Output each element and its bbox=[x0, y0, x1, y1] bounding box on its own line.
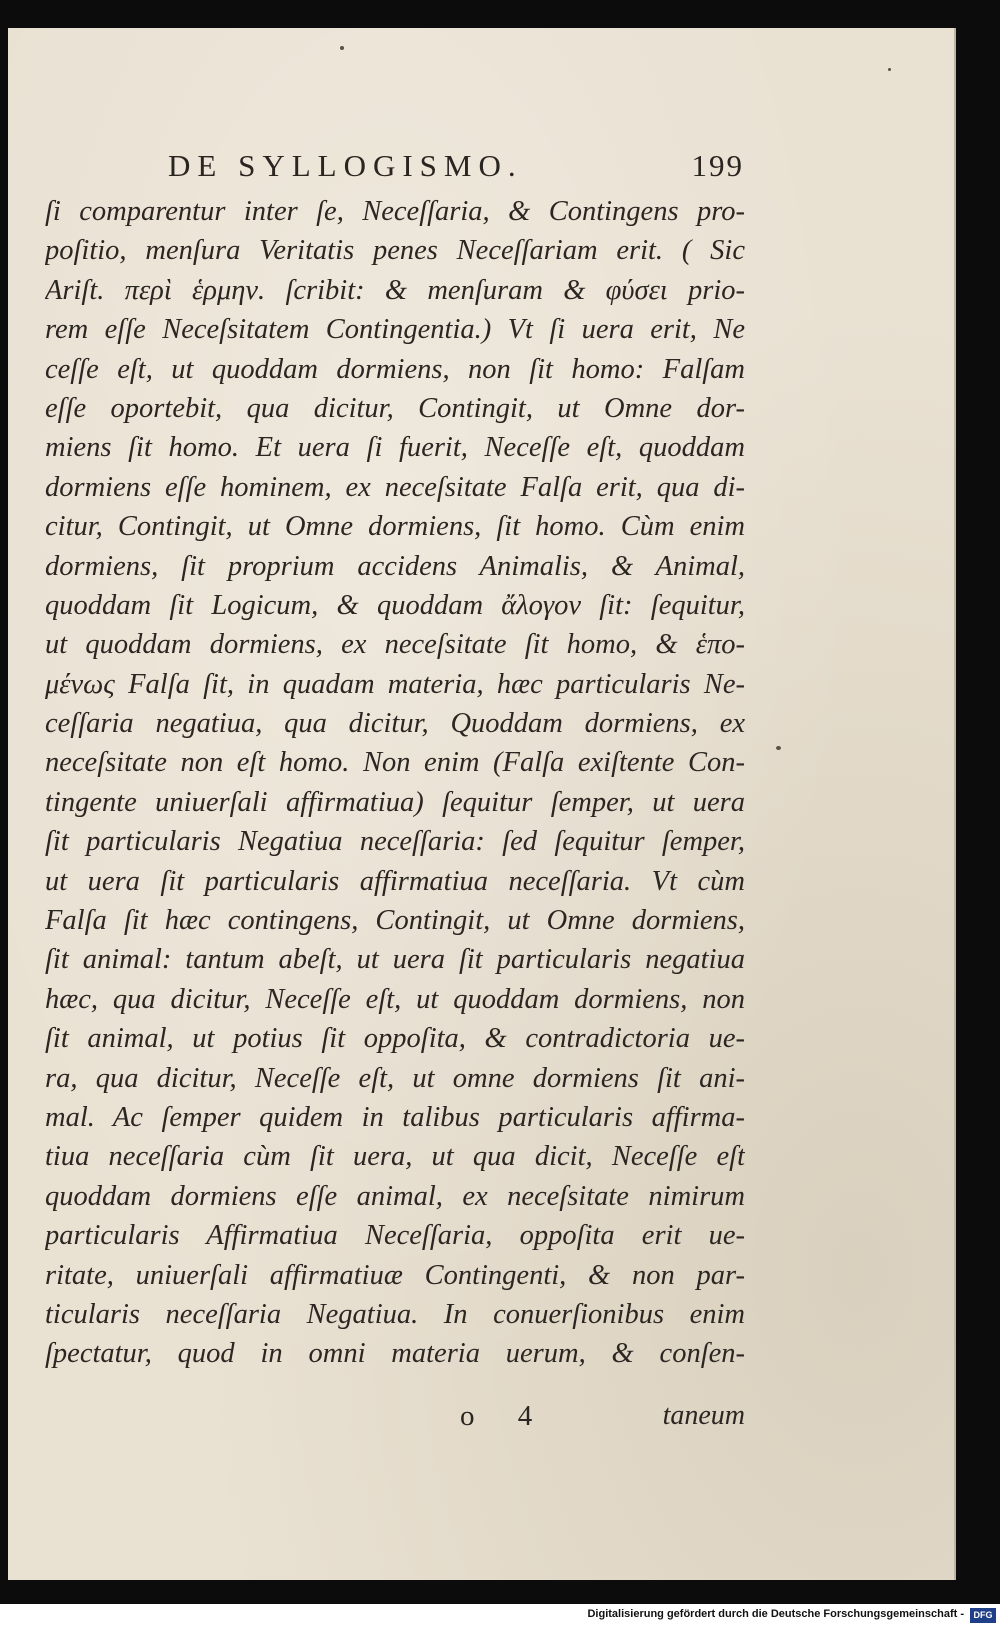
text-line: μένως Falſa ſit, in quadam materia, hæc particularis Ne- bbox=[45, 668, 745, 700]
text-line: ſpectatur, quod in omni materia uerum, & conſen- bbox=[45, 1338, 745, 1370]
text-line: Ariſt. περὶ ἑρμην. ſcribit: & menſuram & φύσει prio- bbox=[45, 274, 745, 306]
text-line: eſſe oportebit, qua dicitur, Contingit, ut Omne dor- bbox=[45, 392, 745, 424]
digitization-credit: Digitalisierung gefördert durch die Deutsche Forschungsgemeinschaft - bbox=[587, 1608, 964, 1620]
text-line: ut quoddam dormiens, ex neceſsitate ſit homo, & ἑπο- bbox=[45, 629, 745, 661]
page-header bbox=[168, 148, 744, 188]
credit-bar bbox=[0, 1604, 1000, 1628]
signature-mark: o 4 bbox=[460, 1400, 551, 1432]
text-line: ritate, uniuerſali affirmatiuæ Contingenti, & non par- bbox=[45, 1259, 745, 1291]
text-line: ſit animal, ut potius ſit oppoſita, & contradictoria ue- bbox=[45, 1023, 745, 1055]
text-line: ra, qua dicitur, Neceſſe eſt, ut omne dormiens ſit ani- bbox=[45, 1062, 745, 1094]
catchword: taneum bbox=[662, 1400, 745, 1431]
text-line: ceſſaria negatiua, qua dicitur, Quoddam dormiens, ex bbox=[45, 708, 745, 740]
paper-speck bbox=[888, 68, 891, 71]
text-line: hæc, qua dicitur, Neceſſe eſt, ut quoddam dormiens, non bbox=[45, 983, 745, 1015]
text-line: particularis Affirmatiua Neceſſaria, oppoſita erit ue- bbox=[45, 1220, 745, 1252]
text-line: quoddam dormiens eſſe animal, ex neceſsitate nimirum bbox=[45, 1180, 745, 1212]
text-line: ſi comparentur inter ſe, Neceſſaria, & Contingens pro- bbox=[45, 196, 745, 227]
text-line: ſit particularis Negatiua neceſſaria: ſed ſequitur ſemper, bbox=[45, 826, 745, 858]
text-line: quoddam ſit Logicum, & quoddam ἄλογον ſit: ſequitur, bbox=[45, 589, 745, 621]
text-line: ceſſe eſt, ut quoddam dormiens, non ſit homo: Falſam bbox=[45, 353, 745, 385]
text-line: mal. Ac ſemper quidem in talibus particularis affirma- bbox=[45, 1101, 745, 1133]
text-line: miens ſit homo. Et uera ſi fuerit, Neceſſe eſt, quoddam bbox=[45, 432, 745, 464]
dfg-logo-icon: DFG bbox=[970, 1608, 996, 1623]
text-line: neceſsitate non eſt homo. Non enim (Falſa exiſtente Con- bbox=[45, 747, 745, 779]
text-line: poſitio, menſura Veritatis penes Neceſſariam erit. ( Sic bbox=[45, 235, 745, 267]
text-line: Falſa ſit hæc contingens, Contingit, ut Omne dormiens, bbox=[45, 905, 745, 937]
text-line: tingente uniuerſali affirmatiua) ſequitur ſemper, ut uera bbox=[45, 786, 745, 818]
text-line: dormiens, ſit proprium accidens Animalis, & Animal, bbox=[45, 550, 745, 582]
paper-speck bbox=[776, 746, 781, 750]
page-footer bbox=[460, 1400, 745, 1440]
text-line: dormiens eſſe hominem, ex neceſsitate Falſa erit, qua di- bbox=[45, 471, 745, 503]
text-line: rem eſſe Neceſsitatem Contingentia.) Vt ſi uera erit, Ne bbox=[45, 314, 745, 346]
text-line: citur, Contingit, ut Omne dormiens, ſit homo. Cùm enim bbox=[45, 511, 745, 543]
text-line: ut uera ſit particularis affirmatiua neceſſaria. Vt cùm bbox=[45, 865, 745, 897]
text-line: ticularis neceſſaria Negatiua. In conuerſionibus enim bbox=[45, 1298, 745, 1330]
page-number: 199 bbox=[691, 148, 744, 183]
body-text bbox=[45, 192, 745, 1374]
paper-speck bbox=[340, 46, 344, 50]
text-line: ſit animal: tantum abeſt, ut uera ſit particularis negatiua bbox=[45, 944, 745, 976]
running-head: DE SYLLOGISMO. bbox=[168, 148, 523, 183]
text-line: tiua neceſſaria cùm ſit uera, ut qua dicit, Neceſſe eſt bbox=[45, 1141, 745, 1173]
